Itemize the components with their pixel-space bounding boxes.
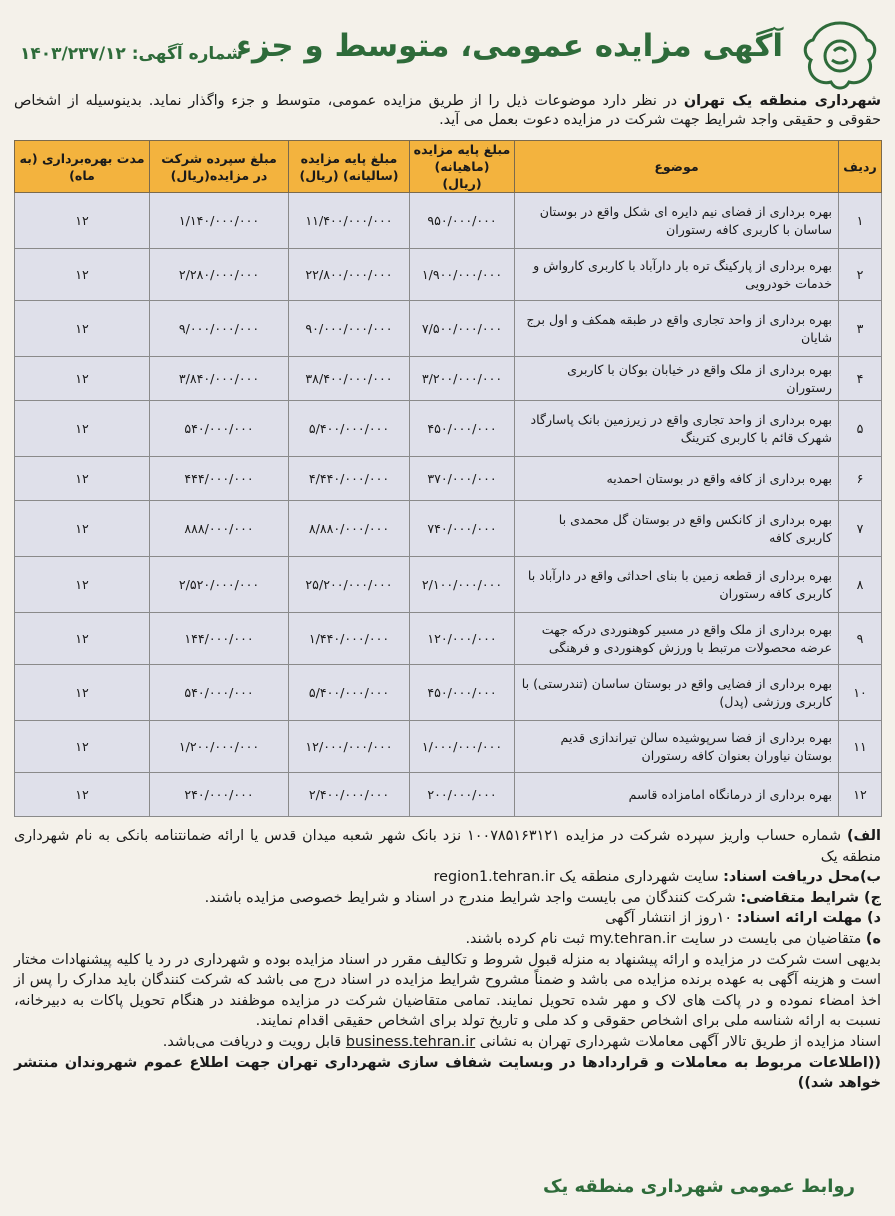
cell-subject: بهره برداری از فضایی واقع در بوستان ساسان (تندرستی) با کاربری ورزشی (پدل) — [515, 665, 839, 721]
term-d — [14, 908, 881, 929]
table-row — [15, 501, 882, 557]
cell-deposit: ۱/۱۴۰/۰۰۰/۰۰۰ — [150, 193, 289, 249]
cell-duration: ۱۲ — [15, 721, 150, 773]
region1-link[interactable]: region1.tehran.ir — [433, 869, 555, 886]
intro-text: در نظر دارد موضوعات ذیل را از طریق مزایده عمومی، متوسط و جزء واگذار نماید. بدینوسیله از اشخاص حقوقی و حقیقی واجد شرایط جهت شرکت در مزایده دعوت بعمل می آید. — [14, 93, 881, 128]
term-b-label: ب)محل دریافت اسناد: — [723, 869, 881, 886]
cell-duration: ۱۲ — [15, 613, 150, 665]
auction-items-table — [14, 140, 882, 817]
documents-paragraph — [14, 1032, 881, 1053]
header-monthly-base: مبلغ پایه مزایده (ماهیانه) (ریال) — [410, 141, 515, 193]
cell-duration: ۱۲ — [15, 193, 150, 249]
cell-monthly-base: ۲/۱۰۰/۰۰۰/۰۰۰ — [410, 557, 515, 613]
cell-row-number: ۱۲ — [839, 773, 882, 817]
cell-deposit: ۸۸۸/۰۰۰/۰۰۰ — [150, 501, 289, 557]
header-deposit: مبلغ سپرده شرکت در مزایده(ریال) — [150, 141, 289, 193]
cell-monthly-base: ۷/۵۰۰/۰۰۰/۰۰۰ — [410, 301, 515, 357]
cell-monthly-base: ۱/۹۰۰/۰۰۰/۰۰۰ — [410, 249, 515, 301]
tehran-municipality-logo-icon — [801, 20, 879, 90]
documents-text-end: قابل رویت و دریافت می‌باشد. — [162, 1033, 342, 1050]
term-c-text: شرکت کنندگان می بایست واجد شرایط مندرج در اسناد و شرایط خصوصی مزایده باشند. — [204, 889, 736, 906]
cell-row-number: ۵ — [839, 401, 882, 457]
cell-deposit: ۲/۵۲۰/۰۰۰/۰۰۰ — [150, 557, 289, 613]
documents-text: اسناد مزایده از طریق تالار آگهی معاملات شهرداری تهران به نشانی — [479, 1033, 881, 1050]
table-row — [15, 301, 882, 357]
table-row — [15, 665, 882, 721]
table-row — [15, 557, 882, 613]
cell-subject: بهره برداری از ملک واقع در خیابان بوکان با کاربری رستوران — [515, 357, 839, 401]
cell-monthly-base: ۳۷۰/۰۰۰/۰۰۰ — [410, 457, 515, 501]
cell-row-number: ۴ — [839, 357, 882, 401]
cell-monthly-base: ۱۲۰/۰۰۰/۰۰۰ — [410, 613, 515, 665]
term-e-label: ه) — [865, 930, 881, 947]
cell-yearly-base: ۸/۸۸۰/۰۰۰/۰۰۰ — [289, 501, 410, 557]
cell-subject: بهره برداری از واحد تجاری واقع در زیرزمین بانک پاسارگاد شهرک قائم با کاربری کترینگ — [515, 401, 839, 457]
notice-terms — [14, 826, 881, 1094]
cell-duration: ۱۲ — [15, 357, 150, 401]
cell-duration: ۱۲ — [15, 665, 150, 721]
cell-duration: ۱۲ — [15, 301, 150, 357]
cell-duration: ۱۲ — [15, 401, 150, 457]
cell-yearly-base: ۲/۴۰۰/۰۰۰/۰۰۰ — [289, 773, 410, 817]
cell-deposit: ۱/۲۰۰/۰۰۰/۰۰۰ — [150, 721, 289, 773]
cell-row-number: ۱ — [839, 193, 882, 249]
cell-deposit: ۱۴۴/۰۰۰/۰۰۰ — [150, 613, 289, 665]
term-b — [14, 867, 881, 888]
term-e-text: متقاضیان می بایست در سایت — [680, 930, 862, 947]
cell-row-number: ۶ — [839, 457, 882, 501]
cell-yearly-base: ۲۲/۸۰۰/۰۰۰/۰۰۰ — [289, 249, 410, 301]
cell-duration: ۱۲ — [15, 557, 150, 613]
cell-monthly-base: ۴۵۰/۰۰۰/۰۰۰ — [410, 401, 515, 457]
cell-yearly-base: ۵/۴۰۰/۰۰۰/۰۰۰ — [289, 665, 410, 721]
cell-yearly-base: ۵/۴۰۰/۰۰۰/۰۰۰ — [289, 401, 410, 457]
cell-row-number: ۸ — [839, 557, 882, 613]
notice-title: آگهی مزایده عمومی، متوسط و جزء — [236, 28, 783, 64]
term-a-text: شماره حساب واریز سپرده شرکت در مزایده ۱۰۰۷۸۵۱۶۳۱۲۱ نزد بانک شهر شعبه میدان قدس یا ارائه ضمانتنامه بانکی به نام شهرداری منطقه یک — [14, 828, 881, 865]
cell-subject: بهره برداری از پارکینگ تره بار دارآباد با کاربری کارواش و خدمات خودرویی — [515, 249, 839, 301]
term-b-text: سایت شهرداری منطقه یک — [559, 869, 719, 886]
cell-monthly-base: ۲۰۰/۰۰۰/۰۰۰ — [410, 773, 515, 817]
cell-yearly-base: ۱/۴۴۰/۰۰۰/۰۰۰ — [289, 613, 410, 665]
cell-monthly-base: ۴۵۰/۰۰۰/۰۰۰ — [410, 665, 515, 721]
cell-yearly-base: ۱۲/۰۰۰/۰۰۰/۰۰۰ — [289, 721, 410, 773]
header-row-number: ردیف — [839, 141, 882, 193]
cell-subject: بهره برداری از فضای نیم دایره ای شکل واقع در بوستان ساسان با کاربری کافه رستوران — [515, 193, 839, 249]
term-e-text-end: ثبت نام کرده باشند. — [465, 930, 585, 947]
cell-subject: بهره برداری از کافه واقع در بوستان احمدیه — [515, 457, 839, 501]
term-c — [14, 888, 881, 909]
cell-yearly-base: ۲۵/۲۰۰/۰۰۰/۰۰۰ — [289, 557, 410, 613]
cell-row-number: ۱۰ — [839, 665, 882, 721]
conditions-paragraph: بدیهی است شرکت در مزایده و ارائه پیشنهاد به منزله قبول شروط و تکالیف مقرر در اسناد مزایده بوده و شهرداری در رد یا کلیه پیشنهادات مختار است و هزینه آگهی به عهده برنده مزایده می باشد و ضمناً مشروح شرایط مزایده در اسناد درج می باشد که شرکت کنندگان باید مدارک را پس از اخذ امضاء نموده و در پاکت های لاک و مهر شده تحویل نمایند. تمامی متقاضیان شرکت در مزایده موظفند در هنگام تحویل پاکات به دبیرخانه، نسبت به ارائه شناسه ملی برای اشخاص حقوقی و کد ملی و تاریخ تولد برای اشخاص حقیقی اقدام نمایند. — [14, 951, 881, 1030]
header-duration: مدت بهره‌برداری (به ماه) — [15, 141, 150, 193]
table-row — [15, 773, 882, 817]
closing-note — [14, 1053, 881, 1094]
cell-row-number: ۳ — [839, 301, 882, 357]
cell-subject: بهره برداری از ملک واقع در مسیر کوهنوردی درکه جهت عرضه محصولات مرتبط با ورزش کوهنوردی و فرهنگی — [515, 613, 839, 665]
cell-monthly-base: ۳/۲۰۰/۰۰۰/۰۰۰ — [410, 357, 515, 401]
intro-paragraph — [14, 92, 881, 130]
cell-row-number: ۹ — [839, 613, 882, 665]
cell-deposit: ۴۴۴/۰۰۰/۰۰۰ — [150, 457, 289, 501]
cell-monthly-base: ۷۴۰/۰۰۰/۰۰۰ — [410, 501, 515, 557]
cell-deposit: ۲/۲۸۰/۰۰۰/۰۰۰ — [150, 249, 289, 301]
table-row — [15, 613, 882, 665]
cell-yearly-base: ۹۰/۰۰۰/۰۰۰/۰۰۰ — [289, 301, 410, 357]
cell-deposit: ۵۴۰/۰۰۰/۰۰۰ — [150, 665, 289, 721]
cell-yearly-base: ۴/۴۴۰/۰۰۰/۰۰۰ — [289, 457, 410, 501]
cell-subject: بهره برداری از قطعه زمین با بنای احداثی واقع در دارآباد با کاربری کافه رستوران — [515, 557, 839, 613]
cell-duration: ۱۲ — [15, 501, 150, 557]
cell-row-number: ۱۱ — [839, 721, 882, 773]
cell-subject: بهره برداری از کانکس واقع در بوستان گل محمدی با کاربری کافه — [515, 501, 839, 557]
term-a-label: الف) — [846, 828, 881, 844]
header-subject: موضوع — [515, 141, 839, 193]
term-e — [14, 929, 881, 950]
term-d-label: د) مهلت ارائه اسناد: — [736, 910, 881, 927]
business-tehran-link[interactable]: business.tehran.ir — [345, 1033, 476, 1050]
table-row — [15, 721, 882, 773]
cell-deposit: ۵۴۰/۰۰۰/۰۰۰ — [150, 401, 289, 457]
table-row — [15, 249, 882, 301]
header-yearly-base: مبلغ پایه مزایده (سالیانه) (ریال) — [289, 141, 410, 193]
cell-monthly-base: ۱/۰۰۰/۰۰۰/۰۰۰ — [410, 721, 515, 773]
cell-duration: ۱۲ — [15, 773, 150, 817]
notice-number: شماره آگهی: ۱۴۰۳/۲۳۷/۱۲ — [20, 44, 243, 64]
term-d-text: ۱۰روز از انتشار آگهی — [605, 910, 733, 927]
table-row — [15, 193, 882, 249]
public-relations-signature: روابط عمومی شهرداری منطقه یک — [543, 1176, 855, 1197]
cell-yearly-base: ۳۸/۴۰۰/۰۰۰/۰۰۰ — [289, 357, 410, 401]
cell-deposit: ۲۴۰/۰۰۰/۰۰۰ — [150, 773, 289, 817]
cell-monthly-base: ۹۵۰/۰۰۰/۰۰۰ — [410, 193, 515, 249]
notice-header — [20, 20, 879, 90]
table-row — [15, 401, 882, 457]
cell-row-number: ۷ — [839, 501, 882, 557]
cell-subject: بهره برداری از درمانگاه امامزاده قاسم — [515, 773, 839, 817]
cell-duration: ۱۲ — [15, 249, 150, 301]
table-header-row — [15, 141, 882, 193]
cell-row-number: ۲ — [839, 249, 882, 301]
cell-deposit: ۳/۸۴۰/۰۰۰/۰۰۰ — [150, 357, 289, 401]
cell-deposit: ۹/۰۰۰/۰۰۰/۰۰۰ — [150, 301, 289, 357]
cell-yearly-base: ۱۱/۴۰۰/۰۰۰/۰۰۰ — [289, 193, 410, 249]
term-a — [14, 826, 881, 867]
my-tehran-link[interactable]: my.tehran.ir — [589, 930, 677, 947]
cell-subject: بهره برداری از واحد تجاری واقع در طبقه همکف و اول برج شایان — [515, 301, 839, 357]
table-row — [15, 457, 882, 501]
closing-note-text: ((اطلاعات مربوط به معاملات و قراردادها در وبسایت شفاف سازی شهرداری تهران جهت اطلاع عموم شهروندان منتشر خواهد شد)) — [14, 1054, 881, 1092]
cell-duration: ۱۲ — [15, 457, 150, 501]
term-c-label: ج) شرایط متقاضی: — [740, 889, 881, 906]
cell-subject: بهره برداری از فضا سرپوشیده سالن تیراندازی قدیم بوستان نیاوران بعنوان کافه رستوران — [515, 721, 839, 773]
table-row — [15, 357, 882, 401]
organization-name: شهرداری منطقه یک تهران — [683, 93, 882, 109]
